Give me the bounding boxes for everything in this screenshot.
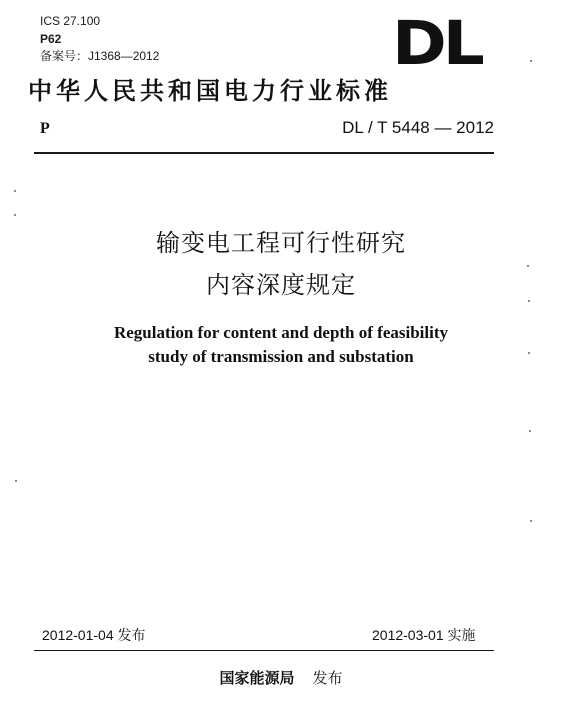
dl-logo [392, 8, 488, 79]
chinese-title-line-2: 内容深度规定 [206, 271, 356, 299]
scan-speck [14, 190, 16, 192]
header-divider [34, 152, 494, 154]
scan-speck [15, 480, 17, 482]
category-code: P62 [40, 32, 62, 46]
ics-code: ICS 27.100 [40, 14, 101, 28]
english-title-line-1: Regulation for content and depth of feasibility [113, 323, 449, 342]
effective-date: 2012-03-01 实施 [372, 627, 476, 643]
publisher-line [0, 668, 562, 688]
scan-speck [14, 214, 16, 216]
standard-number: DL / T 5448 — 2012 [342, 118, 494, 137]
scan-speck [528, 352, 530, 354]
dl-logo-text: DL [392, 8, 481, 79]
issue-date: 2012-01-04 发布 [42, 627, 146, 643]
publisher-org: 国家能源局 [219, 669, 295, 687]
standard-organization-title: 中华人民共和国电力行业标准 [28, 77, 392, 105]
scan-speck [529, 430, 531, 432]
chinese-title-line-1: 输变电工程可行性研究 [156, 229, 406, 257]
footer-divider [34, 650, 494, 651]
scan-speck [530, 60, 532, 62]
english-title-line-2: study of transmission and substation [148, 347, 414, 366]
publisher-action: 发布 [312, 669, 343, 687]
scan-speck [528, 300, 530, 302]
category-letter: P [40, 120, 50, 137]
scan-speck [530, 520, 532, 522]
filing-number: 备案号：J1368—2012 [40, 49, 160, 63]
scan-speck [527, 265, 529, 267]
